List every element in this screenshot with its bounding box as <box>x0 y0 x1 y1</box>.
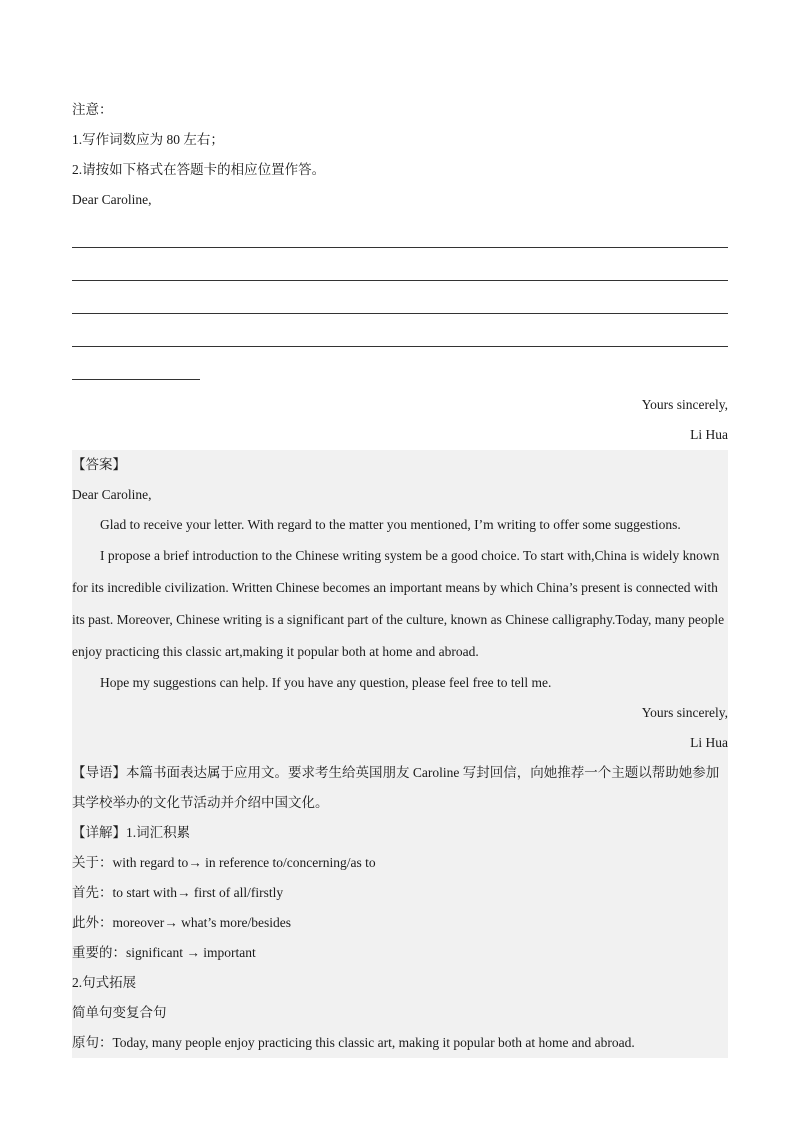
section2-subtitle: 简单句变复合句 <box>72 1005 167 1020</box>
original-sentence: 原句：Today, many people enjoy practicing this classic art, making it popular both at home and abroad. <box>72 1035 635 1050</box>
answer-line[interactable] <box>72 248 728 281</box>
answer-heading: 【答案】 <box>72 457 126 472</box>
answer-signature: Li Hua <box>690 735 728 750</box>
vocab-item: 首先：to start with→ first of all/firstly <box>72 885 284 900</box>
answer-line[interactable] <box>72 314 728 347</box>
answer-line-short[interactable] <box>72 347 200 380</box>
answer-paragraph: Glad to receive your letter. With regard to the matter you mentioned, I’m writing to offer some suggestions. <box>100 517 681 532</box>
letter-signature: Li Hua <box>690 427 728 442</box>
answer-closing: Yours sincerely, <box>641 705 728 720</box>
answer-section <box>72 450 728 1058</box>
vocab-item: 此外：moreover→ what’s more/besides <box>72 915 291 930</box>
details-heading: 【详解】1.词汇积累 <box>72 825 191 840</box>
vocab-item: 重要的：significant → important <box>72 945 256 960</box>
notice-title: 注意： <box>72 102 113 117</box>
writing-area <box>72 215 728 380</box>
letter-closing: Yours sincerely, <box>641 397 728 412</box>
rule-format: 2.请按如下格式在答题卡的相应位置作答。 <box>72 162 326 177</box>
answer-paragraph: Hope my suggestions can help. If you have any question, please feel free to tell me. <box>100 675 552 690</box>
section2-title: 2.句式拓展 <box>72 975 137 990</box>
rule-word-count: 1.写作词数应为 80 左右； <box>72 132 224 147</box>
answer-paragraph: I propose a brief introduction to the Chinese writing system be a good choice. To start with,China is widely known for its incredible civilization. Written Chinese becomes an important means by which China’s present is connected with its past. Moreover, Chinese writing is a significant part of the culture, known as Chinese calligraphy.Today, many people enjoy practicing this classic art,making it popular both at home and abroad. <box>72 548 725 659</box>
document-page <box>72 95 728 1058</box>
letter-salutation: Dear Caroline, <box>72 192 152 207</box>
vocab-item: 关于：with regard to→ in reference to/concerning/as to <box>72 855 376 870</box>
answer-line[interactable] <box>72 215 728 248</box>
answer-salutation: Dear Caroline, <box>72 487 152 502</box>
answer-line[interactable] <box>72 281 728 314</box>
guide-text: 【导语】本篇书面表达属于应用文。要求考生给英国朋友 Caroline 写封回信，向她推荐一个主题以帮助她参加其学校举办的文化节活动并介绍中国文化。 <box>72 765 720 810</box>
